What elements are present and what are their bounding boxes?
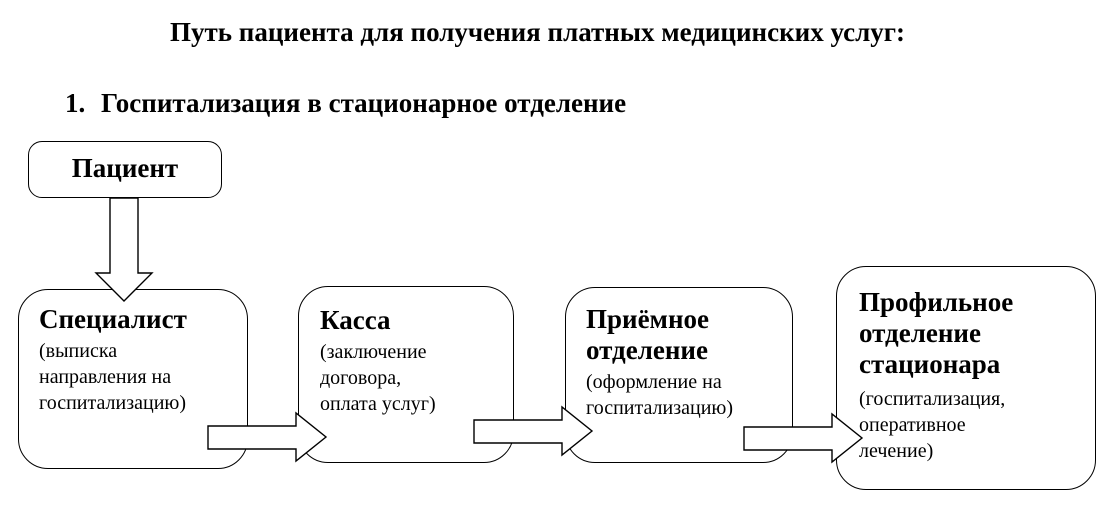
arrow-right-icon: [744, 414, 862, 462]
step-specialist-title: Специалист: [39, 304, 187, 334]
arrow-right-icon: [474, 407, 592, 455]
desc-line: договора,: [320, 367, 402, 389]
step-patient-title: Пациент: [71, 153, 179, 183]
title-line: отделение: [859, 318, 981, 348]
title-line: стационара: [859, 349, 1001, 379]
desc-line: (заключение: [320, 341, 427, 363]
title-line: отделение: [586, 335, 708, 365]
title-line: Профильное: [859, 287, 1014, 317]
page-title: Путь пациента для получения платных медицинских услуг:: [170, 17, 905, 47]
arrow-down-icon: [96, 198, 152, 301]
arrow-right-icon: [208, 413, 326, 461]
desc-line: направления на: [39, 366, 172, 388]
section-title: Госпитализация в стационарное отделение: [101, 88, 627, 118]
desc-line: госпитализацию): [39, 392, 186, 414]
desc-line: оплата услуг): [320, 393, 436, 415]
step-cashier-title: Касса: [320, 305, 391, 335]
section-number: 1.: [65, 88, 86, 118]
desc-line: госпитализацию): [586, 397, 733, 419]
desc-line: оперативное: [859, 414, 966, 436]
desc-line: (госпитализация,: [859, 388, 1006, 410]
desc-line: (выписка: [39, 340, 118, 362]
title-line: Приёмное: [586, 304, 709, 334]
desc-line: (оформление на: [586, 371, 722, 393]
desc-line: лечение): [859, 440, 934, 462]
